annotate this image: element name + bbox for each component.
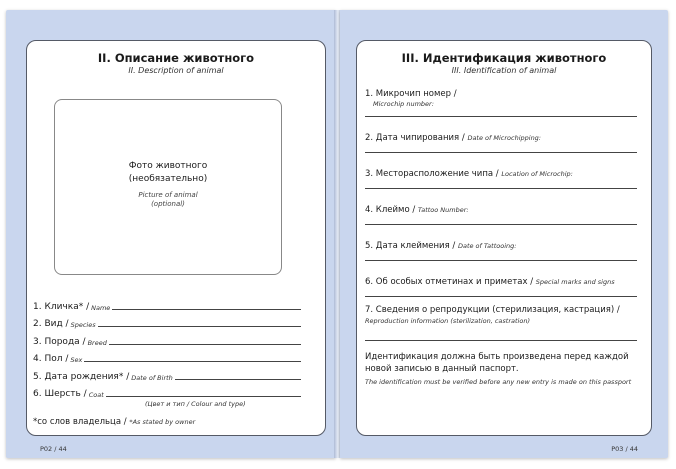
identification-panel	[356, 40, 652, 436]
photo-label-ru: Фото животного	[128, 161, 208, 171]
fill-line	[98, 326, 301, 327]
left-page	[6, 10, 336, 458]
field-coat[interactable]: 6. Шерсть / Coat	[33, 382, 301, 400]
identification-fields	[365, 89, 637, 387]
fill-line	[175, 379, 301, 380]
field-sex[interactable]: 4. Пол / Sex	[33, 347, 301, 365]
field-microchip-number[interactable]: 1. Микрочип номер / Microchip number:	[365, 89, 637, 125]
photo-optional-ru: (необязательно)	[128, 174, 208, 184]
field-location-of-microchip[interactable]: 3. Месторасположение чипа / Location of Microchip:	[365, 161, 637, 197]
page-title: III. Идентификация животного	[401, 51, 607, 65]
page-subtitle: II. Description of animal	[128, 66, 224, 75]
field-breed[interactable]: 3. Порода / Breed	[33, 329, 301, 347]
description-fields	[33, 294, 301, 427]
fill-line	[365, 116, 637, 117]
description-panel	[26, 40, 326, 436]
fill-line	[84, 361, 301, 362]
fill-line	[365, 340, 637, 341]
verification-note-ru: Идентификация должна быть произведена перед каждой новой записью в данный паспорт.	[365, 352, 629, 374]
page-subtitle: III. Identification of animal	[451, 66, 557, 75]
fill-line	[365, 260, 637, 261]
footnote: *со слов владельца / *As stated by owner	[33, 417, 196, 427]
fill-line	[365, 296, 637, 297]
photo-label-en: Picture of animal	[138, 191, 198, 199]
fill-line	[112, 309, 301, 310]
verification-note-en: The identification must be verified before any new entry is made on this passport	[365, 378, 632, 386]
page-number: P03 / 44	[611, 445, 638, 453]
field-species[interactable]: 2. Вид / Species	[33, 312, 301, 330]
field-date-of-microchipping[interactable]: 2. Дата чипирования / Date of Microchipping:	[365, 125, 637, 161]
field-special-marks[interactable]: 6. Об особых отметинах и приметах / Special marks and signs	[365, 269, 637, 305]
fill-line	[365, 152, 637, 153]
field-reproduction-info[interactable]: 7. Сведения о репродукции (стерилизация, кастрация) / Reproduction information (sterilization, castration)	[365, 305, 637, 349]
fill-line	[109, 344, 301, 345]
fill-line	[106, 396, 301, 397]
field-date-of-birth[interactable]: 5. Дата рождения* / Date of Birth	[33, 364, 301, 382]
right-page	[340, 10, 668, 458]
fill-line	[365, 188, 637, 189]
page-number: P02 / 44	[40, 445, 67, 453]
field-tattoo-number[interactable]: 4. Клеймо / Tattoo Number:	[365, 197, 637, 233]
fill-line	[365, 224, 637, 225]
photo-optional-en: (optional)	[151, 200, 185, 208]
coat-hint: (Цвет и тип / Colour and type)	[145, 400, 246, 408]
photo-placeholder	[54, 99, 282, 275]
field-name[interactable]: 1. Кличка* / Name	[33, 294, 301, 312]
page-title: II. Описание животного	[97, 51, 255, 65]
field-date-of-tattooing[interactable]: 5. Дата клеймения / Date of Tattooing:	[365, 233, 637, 269]
